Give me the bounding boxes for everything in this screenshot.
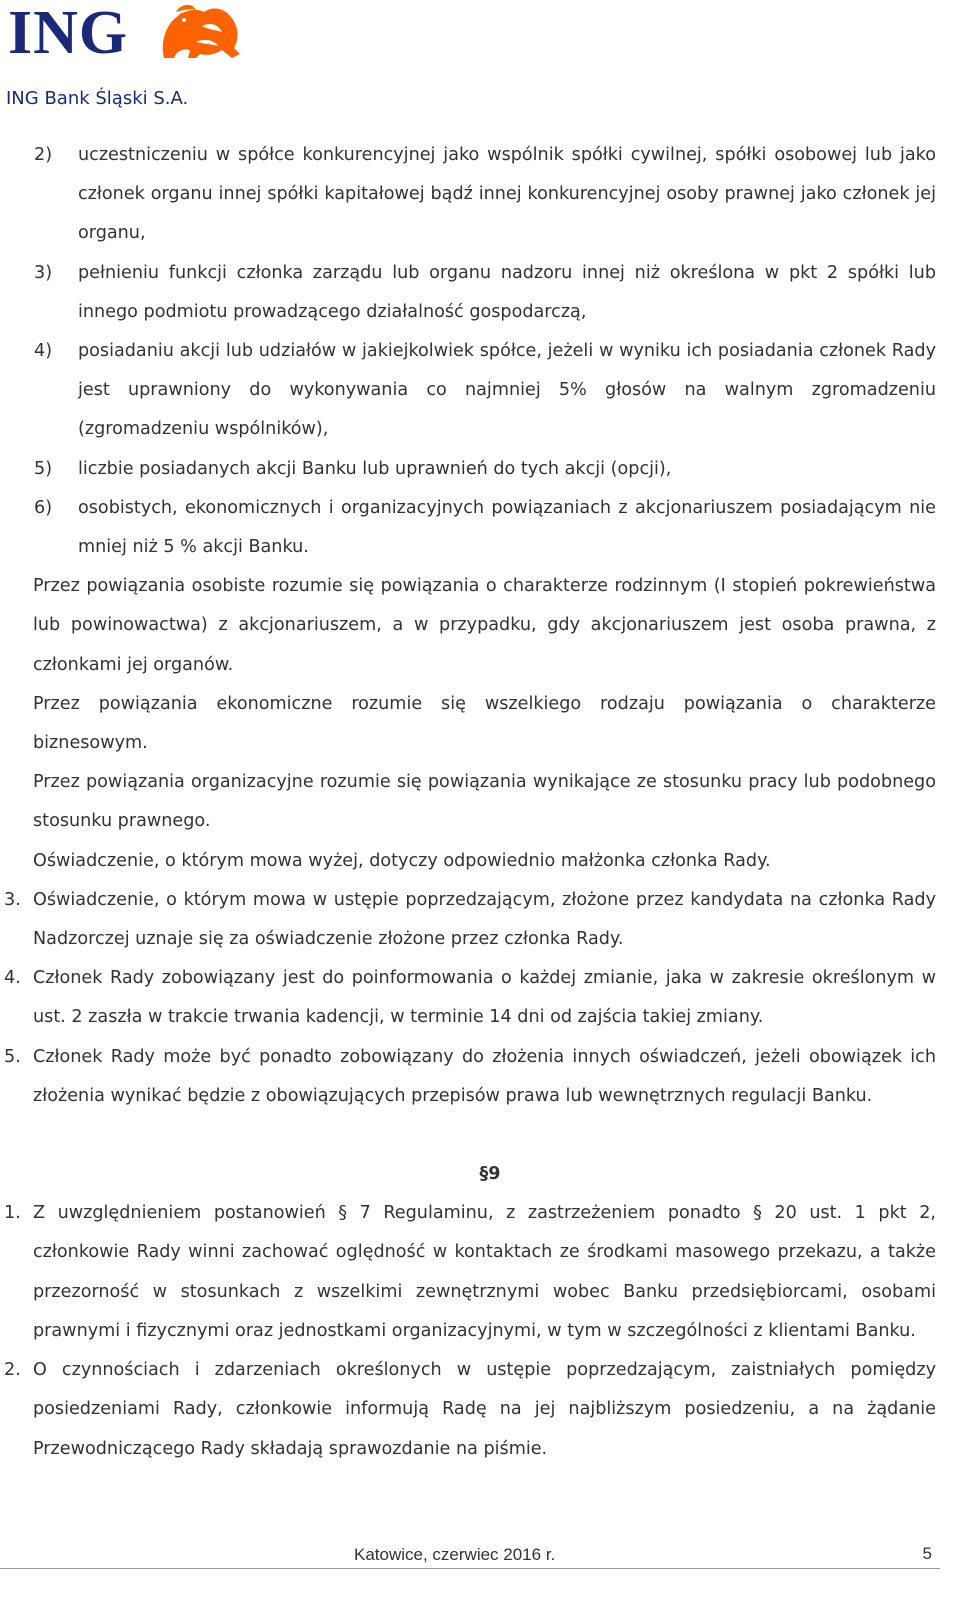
list-item [0, 959, 960, 1037]
item-text: O czynnościach i zdarzeniach określonych w ustępie poprzedzającym, zaistniałych pomiędzy posiedzeniami Rady, członkowie informują Radę na jej najbliższym posiedzeniu, a na żądanie Przewodniczącego Rady składają sprawozdanie na piśmie. [33, 1360, 936, 1459]
item-number: 6) [34, 497, 53, 518]
item-number: 2. [4, 1360, 21, 1381]
paragraph: Przez powiązania ekonomiczne rozumie się wszelkiego rodzaju powiązania o charakterze biznesowym. [33, 693, 936, 754]
bank-name: ING Bank Śląski S.A. [6, 88, 189, 109]
item-number: 4) [34, 341, 53, 362]
item-number: 5. [4, 1046, 21, 1067]
paragraph: Przez powiązania organizacyjne rozumie się powiązania wynikające ze stosunku pracy lub podobnego stosunku prawnego. [33, 772, 936, 832]
item-text: Oświadczenie, o którym mowa w ustępie poprzedzającym, złożone przez kandydata na członka Rady Nadzorczej uznaje się za oświadczenie złożone przez członka Rady. [33, 889, 936, 950]
list-item [0, 254, 960, 332]
list-item [0, 1194, 960, 1351]
item-number: 3. [4, 889, 21, 910]
list-item [0, 1038, 960, 1116]
list-item [0, 1351, 960, 1469]
item-number: 5) [34, 458, 53, 479]
item-text: liczbie posiadanych akcji Banku lub uprawnień do tych akcji (opcji), [78, 458, 672, 479]
item-text: osobistych, ekonomicznych i organizacyjnych powiązaniach z akcjonariuszem posiadającym nie mniej niż 5 % akcji Banku. [78, 497, 936, 558]
list-item [0, 450, 960, 489]
page-number: 5 [922, 1544, 932, 1563]
item-text: Członek Rady zobowiązany jest do poinformowania o każdej zmianie, jaka w zakresie określonym w ust. 2 zaszła w trakcie trwania kadencji, w terminie 14 dni od zajścia takiej zmiany. [33, 968, 936, 1028]
document-body [0, 136, 960, 1469]
list-item [0, 332, 960, 450]
list-item [0, 489, 960, 567]
ing-logo [8, 0, 238, 67]
item-text: uczestniczeniu w spółce konkurencyjnej jako wspólnik spółki cywilnej, spółki osobowej lub jako członek organu innej spółki kapitałowej bądź innej konkurencyjnej osoby prawnej jako członek jej organu, [78, 145, 936, 244]
item-number: 2) [34, 145, 53, 165]
logo-text: ING [8, 0, 129, 67]
paragraph: Przez powiązania osobiste rozumie się powiązania o charakterze rodzinnym (I stopień pokrewieństwa lub powinowactwa) z akcjonariuszem, a w przypadku, gdy akcjonariuszem jest osoba prawna, z członkami jej organów. [33, 576, 936, 675]
list-item [0, 136, 960, 254]
item-text: Członek Rady może być ponadto zobowiązany do złożenia innych oświadczeń, jeżeli obowiązek ich złożenia wynikać będzie z obowiązujących przepisów prawa lub wewnętrznych regulacji Banku. [33, 1046, 936, 1106]
item-number: 1. [4, 1203, 21, 1224]
item-text: Z uwzględnieniem postanowień § 7 Regulaminu, z zastrzeżeniem ponadto § 20 ust. 1 pkt 2, członkowie Rady winni zachować oględność w kontaktach ze środkami masowego przekazu, a także przezorność w stosunkach z wszelkimi zewnętrznymi wobec Banku przedsiębiorcami, osobami prawnymi i fizycznymi oraz jednostkami organizacyjnymi, w tym w szczególności z klientami Banku. [33, 1203, 936, 1341]
footer-divider [0, 1568, 940, 1569]
item-text: pełnieniu funkcji członka zarządu lub organu nadzoru innej niż określona w pkt 2 spółki lub innego podmiotu prowadzącego działalność gospodarczą, [78, 262, 936, 322]
item-number: 4. [4, 968, 21, 989]
item-text: posiadaniu akcji lub udziałów w jakiejkolwiek spółce, jeżeli w wyniku ich posiadania członek Rady jest uprawniony do wykonywania co najmniej 5% głosów na walnym zgromadzeniu (zgromadzeniu wspólników), [78, 341, 936, 440]
lion-icon [156, 2, 244, 60]
footer-place-date: Katowice, czerwiec 2016 r. [354, 1545, 556, 1564]
list-item [0, 881, 960, 959]
section-title: §9 [479, 1164, 501, 1185]
item-number: 3) [34, 262, 53, 283]
paragraph: Oświadczenie, o którym mowa wyżej, dotyczy odpowiednio małżonka członka Rady. [33, 850, 771, 871]
